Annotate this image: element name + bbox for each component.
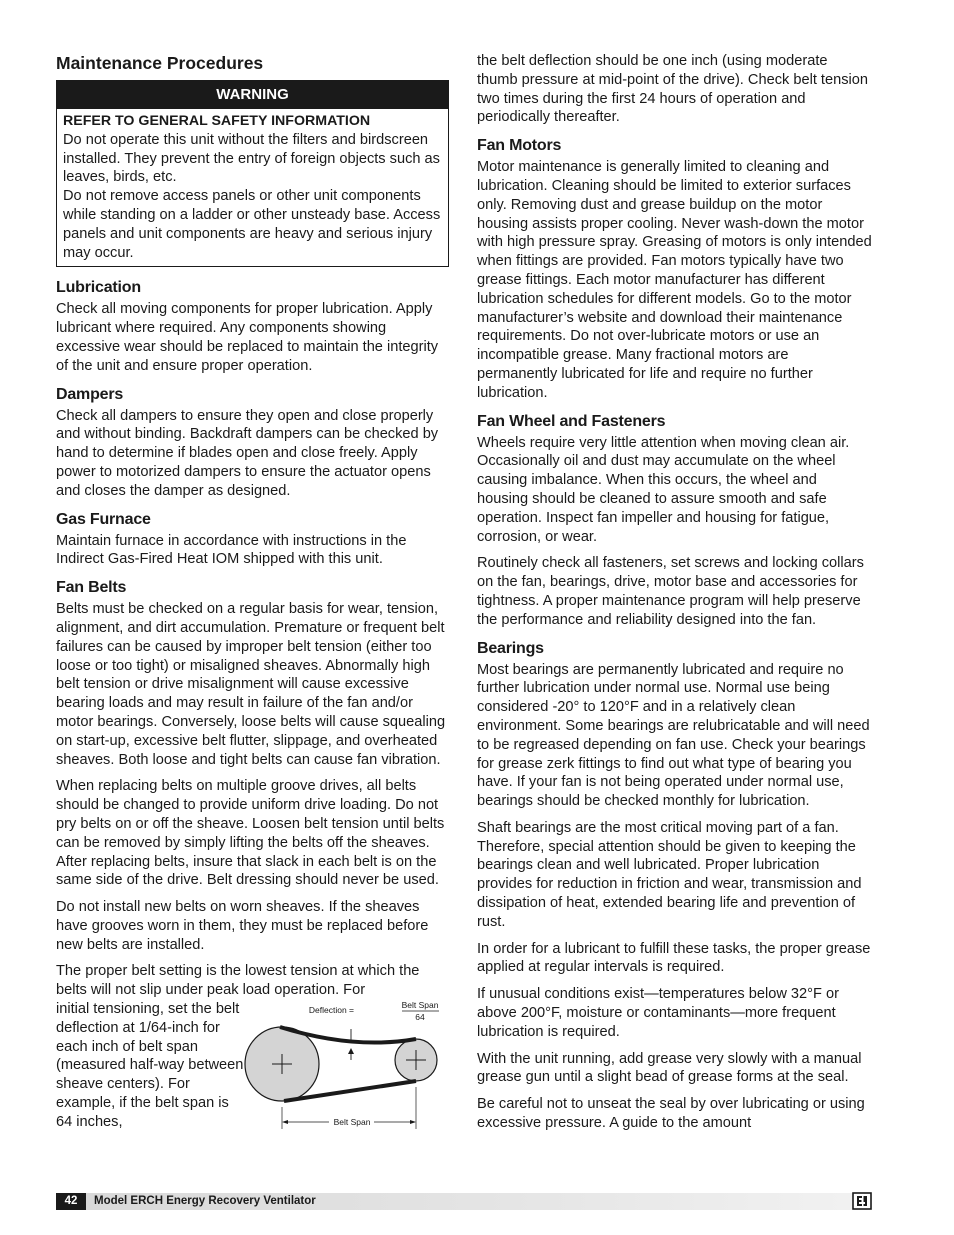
lubrication-heading: Lubrication bbox=[56, 279, 141, 297]
gas-furnace-heading: Gas Furnace bbox=[56, 510, 151, 528]
bearings-text-4: If unusual conditions exist—temperatures below 32°F or above 200°F, moisture or contaminants—more frequent lubrication is required. bbox=[477, 986, 839, 1040]
warning-text-panels: Do not remove access panels or other unit components while standing on a ladder or other unsteady base. Access panels and unit components are heavy and serious injury may occur. bbox=[63, 188, 441, 261]
dampers-heading: Dampers bbox=[56, 385, 124, 403]
fan-wheel-heading: Fan Wheel and Fasteners bbox=[477, 412, 666, 430]
brand-logo-icon bbox=[852, 1192, 872, 1210]
span-label: Belt Span bbox=[333, 1117, 371, 1128]
gas-furnace-text: Maintain furnace in accordance with instructions in the Indirect Gas-Fired Heat IOM shipped with this unit. bbox=[56, 532, 407, 568]
belt-figure-block bbox=[56, 1000, 449, 1128]
fan-motors-text: Motor maintenance is generally limited to cleaning and lubrication. Cleaning should be limited to exterior surfaces only. Removing dust and grease buildup on the motor housing assists proper cooling. Never wash-down the motor with high pressure spray. Greasing of motors is only intended when fittings are provided. Fan motors typically have two grease fittings. Each motor manufacturer has different lubrication schedules for different models. Go to the motor manufacturer’s website and download their maintenance requirements. Do not over-lubricate motors or use an incompatible grease. Many fractional motors are permanently lubricated for life and require no further lubrication. bbox=[477, 159, 872, 401]
bearings-text-6: Be careful not to unseat the seal by over lubricating or using excessive pressure. A guide to the amount bbox=[477, 1096, 865, 1132]
bearings-text-3: In order for a lubricant to fulfill these tasks, the proper grease applied at regular intervals is required. bbox=[477, 940, 871, 976]
page-title: Maintenance Procedures bbox=[56, 53, 264, 73]
bearings-heading: Bearings bbox=[477, 639, 544, 657]
warning-text-filters: Do not operate this unit without the filters and birdscreen installed. They prevent the entry of foreign objects such as leaves, birds, etc. bbox=[63, 131, 440, 186]
lubrication-text: Check all moving components for proper lubrication. Apply lubricant where required. Any components showing excessive wear should be replaced to maintain the integrity of the unit and ensure proper operation. bbox=[56, 301, 439, 374]
belt-deflection-continued: the belt deflection should be one inch (using moderate thumb pressure at mid-point of the drive). Check belt tension two times during the first 24 hours of operation and periodically thereafter. bbox=[477, 53, 868, 126]
page-footer bbox=[56, 1193, 872, 1210]
footer-doc-title: Model ERCH Energy Recovery Ventilator bbox=[94, 1195, 316, 1207]
fan-wheel-text-2: Routinely check all fasteners, set screws and locking collars on the fan, bearings, drive, motor base and accessories for tightness. A proper maintenance program will help preserve the performance and reliability designed into the fan. bbox=[477, 555, 864, 628]
fan-motors-heading: Fan Motors bbox=[477, 137, 562, 155]
warning-box bbox=[56, 80, 449, 267]
fan-belts-text-3: Do not install new belts on worn sheaves. If the sheaves have grooves worn in them, they must be replaced before new belts are installed. bbox=[56, 899, 429, 953]
bearings-text-2: Shaft bearings are the most critical moving part of a fan. Therefore, special attention should be given to keeping the bearings clean and well lubricated. Proper lubrication provides for reduction in friction and wear, transmission and dissipation of heat, extended bearing life and prevention of rust. bbox=[477, 819, 862, 930]
span-arrow-right bbox=[410, 1120, 416, 1124]
warning-body bbox=[57, 109, 448, 266]
fraction-denominator: 64 bbox=[415, 1012, 425, 1023]
warning-subheading: REFER TO GENERAL SAFETY INFORMATION bbox=[63, 113, 371, 129]
fan-belts-heading: Fan Belts bbox=[56, 579, 127, 597]
dampers-text: Check all dampers to ensure they open and close properly and without binding. Backdraft dampers can be checked by hand to determine if blades open and close freely. Apply power to motorized dampers to ensure the actuator opens and closes the damper as designed. bbox=[56, 407, 439, 499]
warning-header: WARNING bbox=[57, 81, 448, 109]
bearings-text-5: With the unit running, add grease very slowly with a manual grease gun until a slight bead of grease forms at the seal. bbox=[477, 1050, 862, 1086]
span-arrow-left bbox=[282, 1120, 288, 1124]
bearings-text-1: Most bearings are permanently lubricated and require no further lubrication under normal use. Normal use being considered -20° to 120°F and in a relatively clean environment. Some bearings are relubricatable and will need to be regreased depending on fan use. Check your bearings for grease zerk fittings to find out what type of bearing you have. If your fan is not being operated under normal use, bearings should be checked monthly for lubrication. bbox=[477, 661, 870, 810]
fan-belts-text-4: The proper belt setting is the lowest tension at which the belts will not slip under peak load operation. For bbox=[56, 963, 420, 999]
belt-deflection-diagram bbox=[244, 992, 454, 1132]
fraction-numerator: Belt Span bbox=[401, 1000, 439, 1011]
fan-wheel-text-1: Wheels require very little attention when moving clean air. Occasionally oil and dust may accumulate on the wheel causing imbalance. When this occurs, the wheel and housing should be cleaned to assure smooth and safe operation. Inspect fan impeller and housing for fatigue, corrosion, or wear. bbox=[477, 434, 850, 545]
deflection-arrowhead bbox=[348, 1048, 354, 1054]
fan-belts-text-2: When replacing belts on multiple groove drives, all belts should be changed to provide uniform drive loading. Do not pry belts on or off the sheave. Loosen belt tension until belts can be removed by simply lifting the belts off the sheaves. After replacing belts, insure that slack in each belt is on the same side of the drive. Belt dressing should never be used. bbox=[56, 778, 445, 889]
fan-belts-text-5: initial tensioning, set the belt deflection at 1/64-inch for each inch of belt span (measured half-way between sheave centers). For example, if the belt span is 64 inches, bbox=[56, 1001, 244, 1130]
fan-belts-text-1: Belts must be checked on a regular basis for wear, tension, alignment, and dirt accumulation. Premature or frequent belt failures can be caused by improper belt tension (either too loose or too tight) or misaligned sheaves. Abnormally high belt tension or drive misalignment will cause excessive bearing loads and may result in failure of the fan and/or motor bearings. Conversely, loose belts will cause squealing on start-up, excessive belt flutter, slippage, and overheated sheaves. Both loose and tight belts can cause fan vibration. bbox=[56, 601, 446, 768]
left-column bbox=[56, 52, 449, 1128]
deflection-label: Deflection = bbox=[308, 1005, 354, 1016]
right-column bbox=[477, 52, 872, 1141]
page-number: 42 bbox=[56, 1193, 86, 1210]
